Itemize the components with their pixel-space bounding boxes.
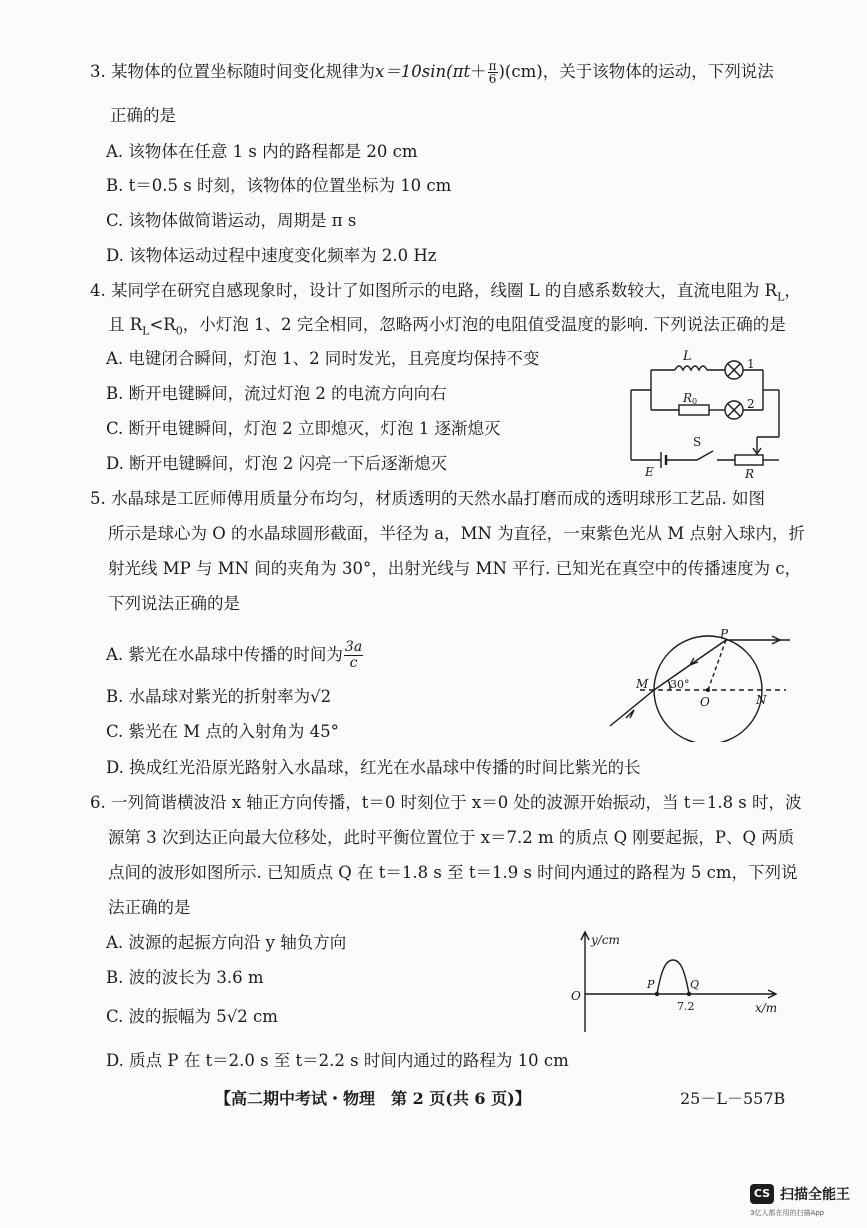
q5-label-angle: 30° (670, 678, 690, 691)
q5-stem-d: 下列说法正确的是 (108, 594, 240, 613)
scanner-logo-icon: CS (750, 1184, 774, 1204)
page-footer: 【高二期中考试・物理 第 2 页(共 6 页)】 (215, 1089, 531, 1108)
q6-tick-7-2: 7.2 (677, 1000, 695, 1013)
q6-point-Q (687, 992, 691, 996)
q4-label-E: E (645, 465, 654, 479)
q5-stem: 5. 水晶球是工匠师傅用质量分布均匀，材质透明的天然水晶打磨而成的透明球形工艺品. 如图 (90, 489, 765, 508)
q6-stem-c: 点间的波形如图所示. 已知质点 Q 在 t＝1.8 s 至 t＝1.9 s 时间内通过的路程为 5 cm，下列说 (108, 863, 798, 882)
q4-option-c: C. 断开电键瞬间，灯泡 2 立即熄灭，灯泡 1 逐渐熄灭 (106, 419, 501, 438)
q4-stem-cont: 且 $R_L<R_0$，小灯泡 1、2 完全相同，忽略两小灯泡的电阻值受温度的影响. 下列说法正确的是 (108, 315, 786, 338)
q5-stem-b: 所示是球心为 O 的水晶球圆形截面，半径为 a，MN 为直径，一束紫色光从 M 点射入球内，折 (108, 524, 806, 543)
q5-option-a: A. 紫光在水晶球中传播的时间为 $\frac{3a}{c}$ (106, 639, 363, 671)
q6-option-c: C. 波的振幅为 5√2 cm (106, 1007, 278, 1026)
q4-option-b: B. 断开电键瞬间，流过灯泡 2 的电流方向向右 (106, 384, 447, 403)
q6-option-d: D. 质点 P 在 t＝2.0 s 至 t＝2.2 s 时间内通过的路程为 10 cm (106, 1051, 569, 1070)
q4-label-S: S (693, 435, 702, 449)
q4-label-R0-sub: 0 (692, 397, 698, 406)
q5-crystal-ball-diagram (600, 622, 800, 742)
q4-option-d: D. 断开电键瞬间，灯泡 2 闪亮一下后逐渐熄灭 (106, 454, 448, 473)
q6-label-P: P (647, 978, 655, 991)
q5-option-b: B. 水晶球对紫光的折射率为√2 (106, 687, 332, 706)
q3-stem-cont: 正确的是 (110, 106, 176, 125)
q6-wave-graph (565, 928, 785, 1036)
q4-label-lamp2: 2 (747, 397, 755, 411)
q4-circuit-diagram (625, 342, 795, 482)
q3-option-d: D. 该物体运动过程中速度变化频率为 2.0 Hz (106, 246, 437, 265)
q5-option-d: D. 换成红光沿原光路射入水晶球，红光在水晶球中传播的时间比紫光的长 (106, 758, 641, 777)
q3-option-a: A. 该物体在任意 1 s 内的路程都是 20 cm (106, 142, 418, 161)
q5-label-P: P (720, 627, 729, 641)
q6-point-P (655, 992, 659, 996)
q5-stem-c: 射光线 MP 与 MN 间的夹角为 30°，出射光线与 MN 平行. 已知光在真空中的传播速度为 c， (108, 559, 802, 578)
q6-label-Q: Q (690, 978, 700, 991)
scanner-watermark (750, 1180, 860, 1220)
q6-stem-d: 法正确的是 (108, 898, 191, 917)
q6-option-b: B. 波的波长为 3.6 m (106, 968, 264, 987)
q4-stem: 4. 某同学在研究自感现象时，设计了如图所示的电路，线圈 L 的自感系数较大，直流电阻为 $R_L$， (90, 281, 801, 304)
q3-stem: 3. 某物体的位置坐标随时间变化规律为x＝10sin(πt＋ $\frac{\pi}{6}$ )(cm)，关于该物体的运动，下列说法 (90, 59, 774, 86)
scanner-app-name: 扫描全能王 (780, 1187, 850, 1203)
q3-option-c: C. 该物体做简谐运动，周期是 π s (106, 211, 357, 230)
q5-label-N: N (756, 693, 767, 707)
q6-y-axis-label: y/cm (591, 933, 620, 947)
q5-label-O: O (700, 695, 710, 709)
q6-stem: 6. 一列简谐横波沿 x 轴正方向传播，t＝0 时刻位于 x＝0 处的波源开始振动，当 t＝1.8 s 时，波 (90, 793, 802, 812)
q5-option-a-fraction: $\frac{3a}{c}$ (344, 639, 363, 671)
q3-fraction: $\frac{\pi}{6}$ (488, 59, 497, 86)
q6-origin-label: O (571, 989, 581, 1003)
q3-option-b: B. t＝0.5 s 时刻，该物体的位置坐标为 10 cm (106, 176, 452, 195)
q6-x-axis-label: x/m (755, 1001, 778, 1015)
q5-option-c: C. 紫光在 M 点的入射角为 45° (106, 722, 339, 741)
q6-stem-b: 源第 3 次到达正向最大位移处，此时平衡位置位于 x＝7.2 m 的质点 Q 刚要起振，P、Q 两质 (108, 828, 795, 847)
q4-label-lamp1: 1 (747, 357, 755, 371)
exam-code: 25－L－557B (680, 1089, 786, 1108)
q4-label-R0: R (683, 391, 693, 405)
q5-label-M: M (636, 677, 649, 691)
q4-label-R: R (745, 467, 755, 481)
q4-option-a: A. 电键闭合瞬间，灯泡 1、2 同时发光，且亮度均保持不变 (106, 349, 540, 368)
scanner-tagline: 3亿人都在用的扫描App (750, 1209, 825, 1217)
q4-label-L: L (683, 349, 692, 364)
q6-option-a: A. 波源的起振方向沿 y 轴负方向 (106, 933, 347, 952)
